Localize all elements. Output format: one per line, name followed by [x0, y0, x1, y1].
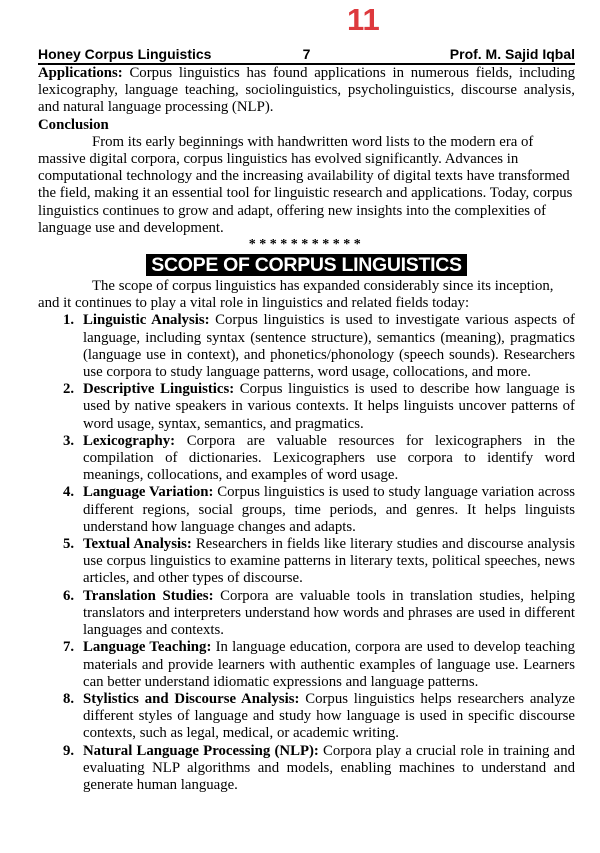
- list-item-number: 6.: [63, 587, 75, 604]
- list-item-body: Corpora are valuable tools in translation studies, helping translators and interpreters understand how words and phrases are used in different languages and contexts.: [83, 587, 575, 639]
- list-item-number: 7.: [63, 639, 75, 656]
- asterisk-separator: ***********: [248, 237, 365, 253]
- list-item-text: [83, 691, 575, 743]
- header-page-number: 7: [302, 46, 311, 62]
- list-item-text: [83, 588, 575, 640]
- page-header: [38, 46, 575, 65]
- list-item-body: Corpora play a crucial role in training and evaluating NLP algorithms and models, enabling machines to understand and generate human language.: [83, 742, 576, 793]
- header-author: Prof. M. Sajid Iqbal: [449, 46, 576, 62]
- list-item: [38, 743, 575, 795]
- list-item-text: [83, 484, 575, 536]
- scope-title-row: [38, 254, 575, 276]
- list-item: [38, 484, 575, 536]
- page-annotation-number: 11: [347, 2, 380, 37]
- list-item-label: Translation Studies:: [83, 587, 221, 604]
- list-item: [38, 381, 575, 433]
- header-document-title: Honey Corpus Linguistics: [38, 46, 212, 62]
- list-item-body: Corpora are valuable resources for lexicographers in the compilation of dictionaries. Lexicographers use corpora to identify word meanings, collocations, and examples of word usage.: [83, 432, 576, 484]
- list-item-label: Linguistic Analysis:: [83, 312, 216, 329]
- list-item-text: [83, 381, 575, 433]
- list-item-label: Natural Language Processing (NLP):: [83, 742, 324, 759]
- list-item-text: [83, 536, 575, 588]
- list-item-label: Language Teaching:: [83, 639, 216, 656]
- list-item-label: Textual Analysis:: [83, 536, 196, 553]
- list-item-label: Descriptive Linguistics:: [83, 381, 240, 398]
- applications-paragraph: [38, 65, 575, 117]
- list-item-body: Corpus linguistics helps researchers analyze different styles of language and study how language is used in specific discourse contexts, such as legal, medical, or academic writing.: [83, 690, 575, 742]
- scope-list: [38, 312, 575, 794]
- scope-section-title: SCOPE OF CORPUS LINGUISTICS: [146, 254, 466, 276]
- list-item: [38, 433, 575, 485]
- list-item-body: In language education, corpora are used to develop teaching materials and provide learners with authentic examples of language use. Learners can better understand idiomatic expressions and language patterns.: [83, 639, 576, 690]
- applications-label: Applications:: [38, 65, 130, 81]
- list-item-number: 5.: [63, 536, 75, 553]
- list-item-number: 4.: [63, 484, 75, 501]
- list-item-body: Corpus linguistics is used to investigate various aspects of language, including syntax (sentence structure), semantics (meaning), pragmatics (language use in context), and phonetics/phonology (speech sounds). Researchers use corpora to study language patterns, word usage, collocations, and more.: [83, 312, 575, 381]
- list-item-number: 8.: [63, 690, 75, 707]
- list-item-text: [83, 312, 575, 381]
- list-item-label: Language Variation:: [83, 484, 218, 501]
- list-item-body: Corpus linguistics is used to study language variation across different regions, social groups, time periods, and genres. It helps linguists understand how language changes and adapts.: [83, 484, 575, 535]
- list-item: [38, 588, 575, 640]
- list-item-label: Lexicography:: [83, 432, 187, 449]
- list-item: [38, 639, 575, 691]
- list-item-text: [83, 433, 575, 485]
- list-item-body: Researchers in fields like literary studies and discourse analysis use corpus linguistics to examine patterns in literary texts, political speeches, news articles, and other types of discourse.: [83, 536, 576, 587]
- list-item-number: 9.: [63, 742, 75, 759]
- list-item: [38, 691, 575, 743]
- list-item-text: [83, 639, 575, 691]
- list-item-number: 2.: [63, 381, 75, 398]
- list-item-number: 3.: [63, 432, 75, 449]
- list-item: [38, 312, 575, 381]
- list-item-label: Stylistics and Discourse Analysis:: [83, 690, 306, 707]
- list-item-body: Corpus linguistics is used to describe how language is used by native speakers in various contexts. It helps linguists uncover patterns of word usage, syntax, semantics, and pragmatics.: [83, 381, 575, 432]
- conclusion-heading: Conclusion: [38, 116, 109, 133]
- list-item-number: 1.: [63, 312, 75, 329]
- scope-intro-paragraph: The scope of corpus linguistics has expanded considerably since its inception, and it continues to play a vital role in linguistics and related fields today:: [38, 278, 554, 312]
- applications-text: Corpus linguistics has found applications in numerous fields, including lexicography, language teaching, sociolinguistics, psycholinguistics, discourse analysis, and natural language processing (NLP).: [38, 65, 575, 116]
- list-item: [38, 536, 575, 588]
- list-item-text: [83, 743, 575, 795]
- conclusion-paragraph: From its early beginnings with handwritten word lists to the modern era of massive digital corpora, corpus linguistics has evolved significantly. Advances in computational technology and the increasing availability of digital texts have transformed the field, making it an essential tool for linguistic research and applications. Today, corpus linguistics continues to grow and adapt, offering new insights into the complexities of language use and development.: [38, 133, 573, 236]
